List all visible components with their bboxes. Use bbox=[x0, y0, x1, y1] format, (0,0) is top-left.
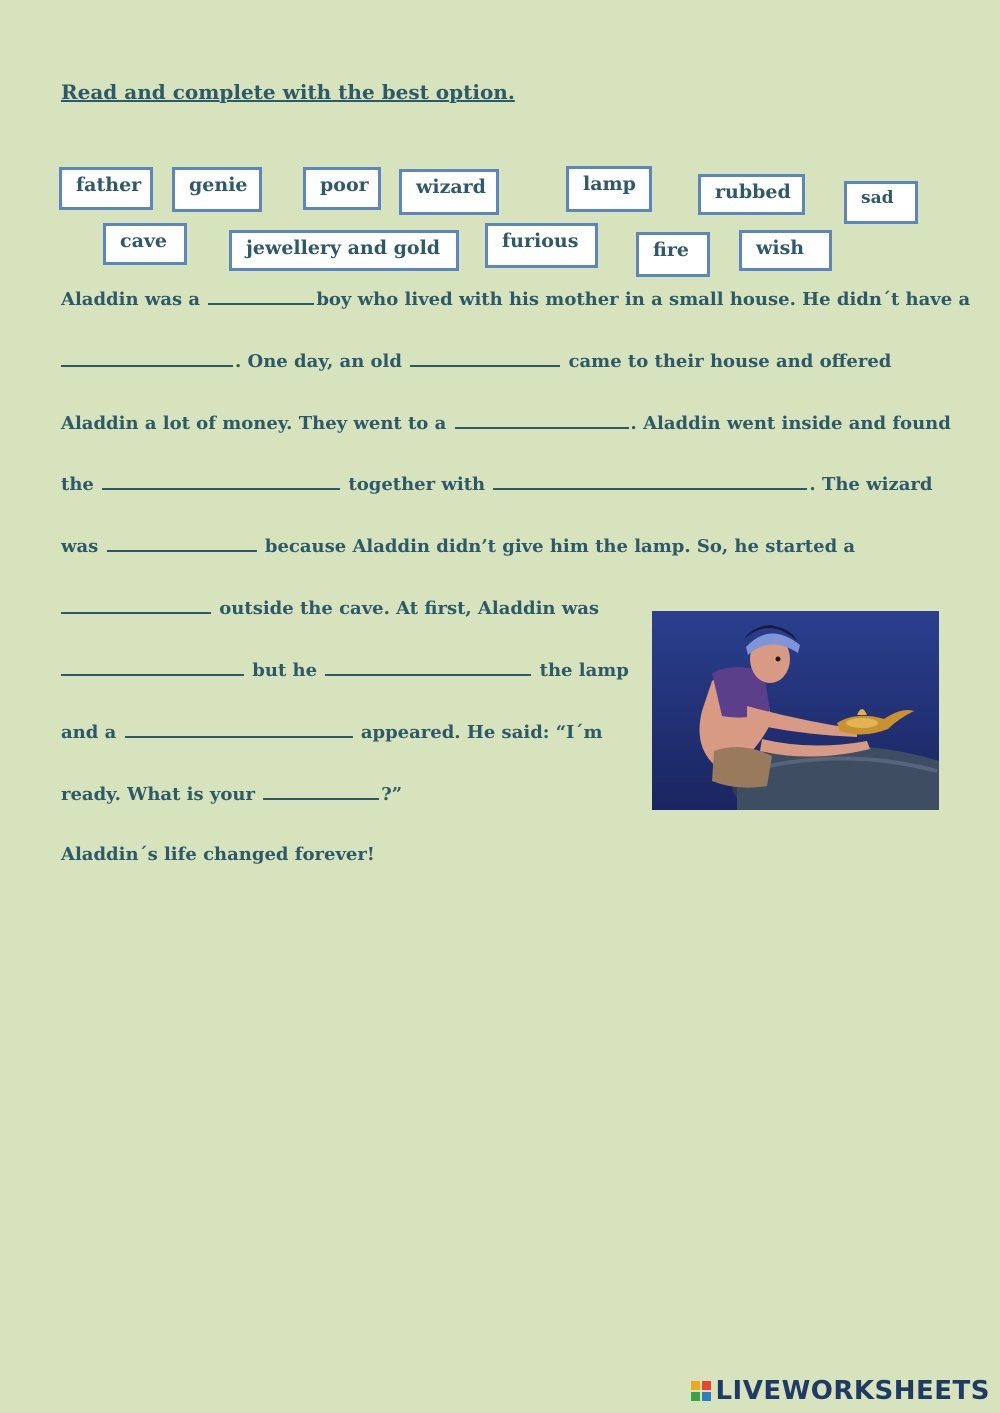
word-option-furious[interactable]: furious bbox=[485, 223, 598, 268]
story-line-1 bbox=[61, 287, 970, 310]
story-text-segment: but he bbox=[252, 660, 318, 681]
answer-blank-3[interactable] bbox=[410, 349, 560, 367]
story-text-segment: outside the cave. At first, Aladdin was bbox=[219, 598, 600, 619]
story-line-3 bbox=[61, 411, 951, 434]
answer-blank-4[interactable] bbox=[455, 411, 629, 429]
story-text-segment: . One day, an old bbox=[235, 351, 402, 372]
word-option-jewellery-and-gold[interactable]: jewellery and gold bbox=[229, 230, 459, 271]
story-text-segment: . Aladdin went inside and found bbox=[630, 413, 951, 434]
answer-blank-8[interactable] bbox=[61, 596, 211, 614]
logo-square bbox=[702, 1381, 711, 1390]
word-option-father[interactable]: father bbox=[59, 167, 153, 210]
word-option-cave[interactable]: cave bbox=[103, 223, 187, 265]
word-option-poor[interactable]: poor bbox=[303, 167, 381, 210]
story-text-segment: together with bbox=[348, 474, 486, 495]
story-text-segment: boy who lived with his mother in a small house. He didn´t have a bbox=[316, 289, 971, 310]
instruction-title: Read and complete with the best option. bbox=[61, 80, 515, 104]
answer-blank-12[interactable] bbox=[263, 782, 379, 800]
story-text-segment: the lamp bbox=[539, 660, 629, 681]
story-text-segment: the bbox=[61, 474, 94, 495]
story-text-segment: ?” bbox=[381, 784, 403, 805]
story-line-6 bbox=[61, 596, 599, 619]
aladdin-lamp-illustration bbox=[652, 611, 939, 810]
answer-blank-7[interactable] bbox=[107, 534, 257, 552]
story-text-segment: Aladdin a lot of money. They went to a bbox=[61, 413, 447, 434]
liveworksheets-logo bbox=[691, 1376, 990, 1406]
answer-blank-1[interactable] bbox=[208, 287, 314, 305]
answer-blank-9[interactable] bbox=[61, 658, 244, 676]
logo-square bbox=[702, 1392, 711, 1401]
story-text-segment: was bbox=[61, 536, 99, 557]
story-text-segment: came to their house and offered bbox=[568, 351, 892, 372]
story-text-segment: ready. What is your bbox=[61, 784, 255, 805]
word-option-genie[interactable]: genie bbox=[172, 167, 262, 212]
logo-text: LIVEWORKSHEETS bbox=[715, 1376, 990, 1406]
logo-square bbox=[691, 1392, 700, 1401]
word-option-lamp[interactable]: lamp bbox=[566, 166, 652, 212]
story-line-7 bbox=[61, 658, 629, 681]
logo-icon bbox=[691, 1381, 711, 1401]
logo-square bbox=[691, 1381, 700, 1390]
story-line-2 bbox=[61, 349, 891, 372]
story-line-5 bbox=[61, 534, 855, 557]
story-text-segment: Aladdin was a bbox=[61, 289, 201, 310]
answer-blank-10[interactable] bbox=[325, 658, 531, 676]
answer-blank-2[interactable] bbox=[61, 349, 233, 367]
story-text-segment: appeared. He said: “I´m bbox=[360, 722, 603, 743]
answer-blank-6[interactable] bbox=[493, 472, 807, 490]
word-option-rubbed[interactable]: rubbed bbox=[698, 174, 805, 215]
word-option-wish[interactable]: wish bbox=[739, 230, 832, 271]
answer-blank-11[interactable] bbox=[125, 720, 353, 738]
word-option-fire[interactable]: fire bbox=[636, 232, 710, 277]
story-text-segment: and a bbox=[61, 722, 117, 743]
answer-blank-5[interactable] bbox=[102, 472, 340, 490]
story-line-9 bbox=[61, 782, 402, 805]
aladdin-picture bbox=[652, 611, 939, 810]
story-text-segment: . The wizard bbox=[809, 474, 933, 495]
story-text-segment: because Aladdin didn’t give him the lamp. So, he started a bbox=[264, 536, 856, 557]
story-line-4 bbox=[61, 472, 932, 495]
story-line-8 bbox=[61, 720, 603, 743]
story-line-10: Aladdin´s life changed forever! bbox=[61, 844, 375, 865]
word-option-sad[interactable]: sad bbox=[844, 181, 918, 224]
word-option-wizard[interactable]: wizard bbox=[399, 169, 499, 215]
